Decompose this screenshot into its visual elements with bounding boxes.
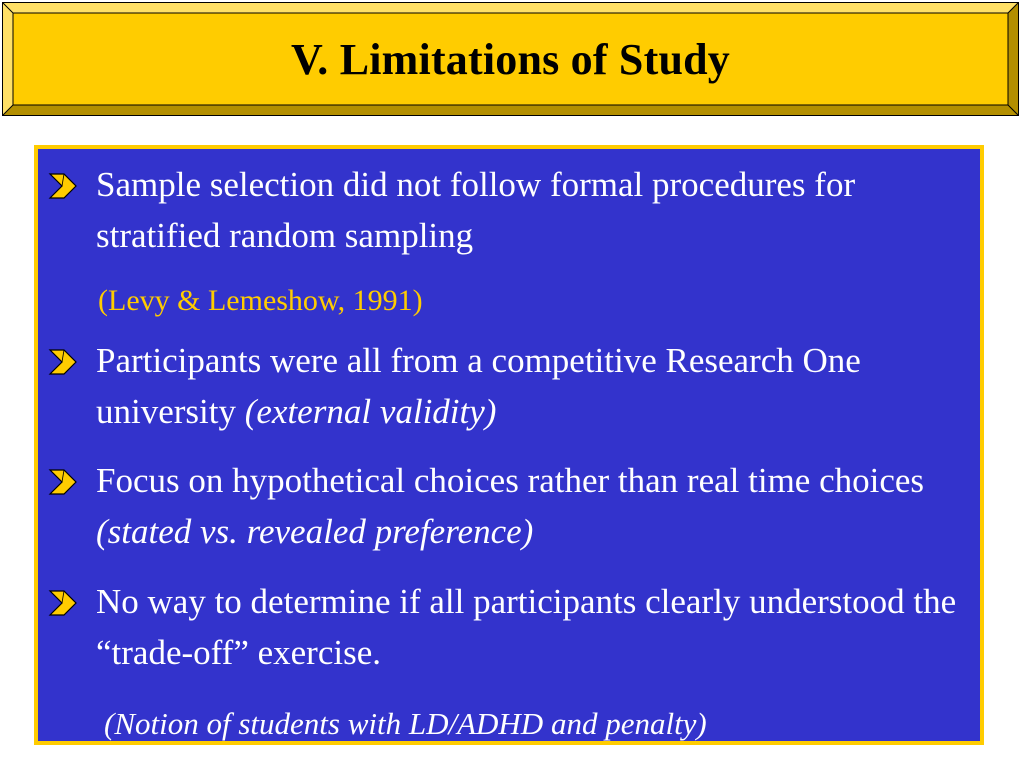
bullet-text (96, 159, 966, 261)
bullet-body: Participants were all from a competitive Research One university (96, 341, 861, 431)
slide-title: V. Limitations of Study (291, 34, 730, 84)
bullet-emphasis: (stated vs. revealed preference) (96, 512, 534, 551)
arrow-bullet-icon (48, 467, 78, 497)
bullet-body: Sample selection did not follow formal procedures for stratified random sampling (96, 165, 856, 255)
citation: (Levy & Lemeshow, 1991) (98, 284, 423, 317)
bullet-text (96, 455, 966, 557)
citation: (Notion of students with LD/ADHD and penalty) (104, 706, 707, 741)
title-banner (2, 2, 1019, 116)
bullet-text (96, 335, 966, 437)
bullet-text (96, 576, 966, 678)
arrow-bullet-icon (48, 588, 78, 618)
arrow-bullet-icon (48, 171, 78, 201)
bullet-emphasis: (external validity) (244, 392, 497, 431)
content-panel (34, 145, 984, 745)
bullet-body: No way to determine if all participants clearly understood the “trade-off” exercise. (96, 582, 957, 672)
bullet-body: Focus on hypothetical choices rather than real time choices (96, 461, 925, 500)
arrow-bullet-icon (48, 347, 78, 377)
